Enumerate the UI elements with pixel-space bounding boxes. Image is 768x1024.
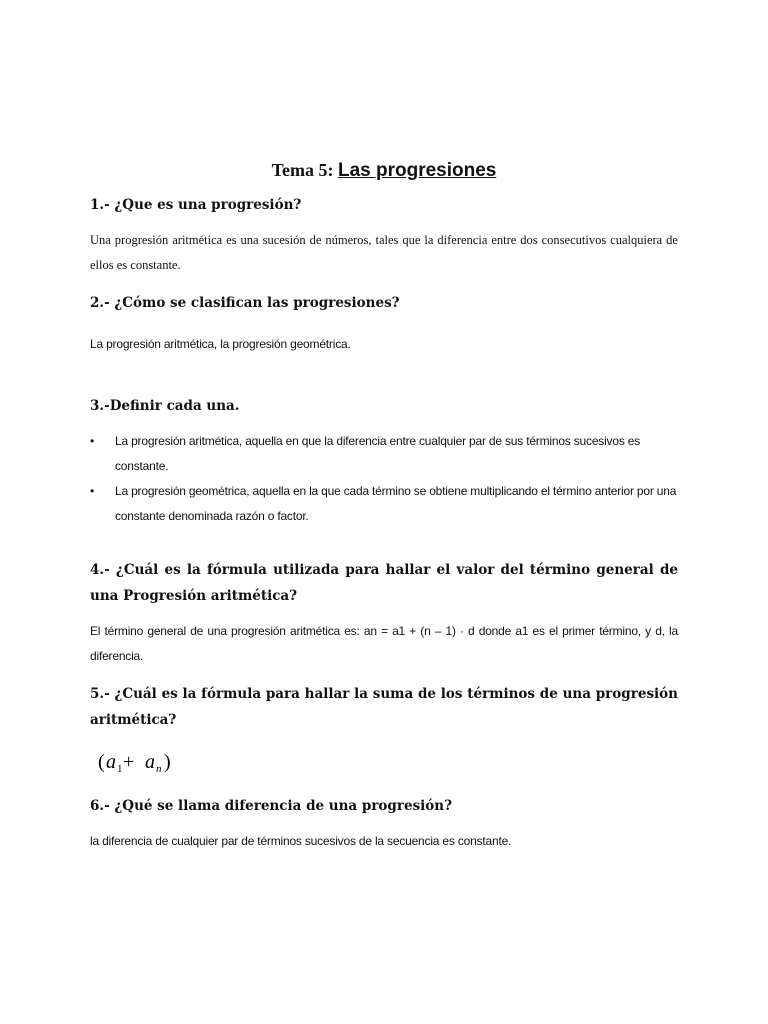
- formula-plus: +: [123, 751, 135, 773]
- answer-6: la diferencia de cualquier par de términos sucesivos de la secuencia es constante.: [90, 834, 512, 848]
- formula-sub-n: n: [156, 763, 162, 775]
- question-3: 3.-Definir cada una.: [90, 398, 240, 414]
- answer-4: El término general de una progresión aritmética es: an = a1 + (n – 1) · d donde a1 es el primer término, y d, la diferencia.: [90, 624, 678, 663]
- formula-b: a: [145, 751, 155, 773]
- list-item-text: La progresión geométrica, aquella en la que cada término se obtiene multiplicando el término anterior por una constante denominada razón o factor.: [115, 484, 677, 523]
- answer-2: La progresión aritmética, la progresión geométrica.: [90, 337, 351, 351]
- list-item: [90, 429, 678, 479]
- question-2: 2.- ¿Cómo se clasifican las progresiones?: [90, 295, 400, 311]
- answer-1: Una progresión aritmética es una sucesión de números, tales que la diferencia entre dos consecutivos cualquiera de ellos es constante.: [90, 233, 678, 272]
- document-page: [90, 160, 678, 866]
- title-main: Las progresiones: [337, 160, 497, 181]
- title-prefix: Tema 5:: [271, 160, 338, 180]
- list-item-text: La progresión aritmética, aquella en que la diferencia entre cualquier par de sus términos sucesivos es constante.: [115, 434, 641, 473]
- formula-open-paren: (: [98, 751, 105, 773]
- formula-sub-1: 1: [117, 763, 123, 775]
- formula-a: a: [106, 751, 116, 773]
- sum-formula-image: [96, 747, 186, 777]
- bullet-icon: •: [90, 484, 95, 498]
- page-title: [90, 160, 678, 182]
- question-1: 1.- ¿Que es una progresión?: [90, 197, 302, 213]
- formula-close-paren: ): [164, 751, 171, 773]
- bullet-icon: •: [90, 434, 95, 448]
- question-6: 6.- ¿Qué se llama diferencia de una progresión?: [90, 798, 453, 814]
- question-5: 5.- ¿Cuál es la fórmula para hallar la suma de los términos de una progresión aritmética?: [90, 686, 678, 728]
- list-item: [90, 479, 678, 529]
- definitions-list: [90, 429, 678, 529]
- question-4: 4.- ¿Cuál es la fórmula utilizada para hallar el valor del término general de una Progresión aritmética?: [90, 562, 678, 604]
